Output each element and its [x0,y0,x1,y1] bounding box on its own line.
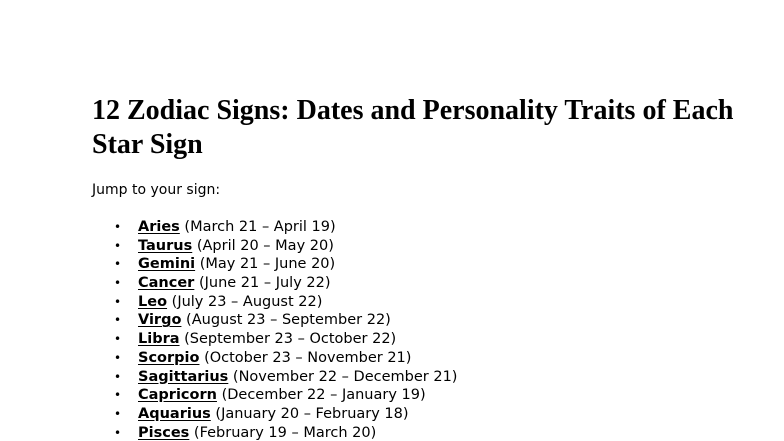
sign-link-scorpio[interactable]: Scorpio [138,349,200,366]
list-item [92,218,457,237]
sign-dates: (May 21 – June 20) [199,256,336,273]
list-item [92,255,457,274]
sign-dates: (August 23 – September 22) [186,312,391,329]
bullet-icon: • [114,369,122,384]
sign-link-aquarius[interactable]: Aquarius [138,405,211,422]
jump-intro: Jump to your sign: [92,182,221,198]
sign-dates: (April 20 – May 20) [196,237,334,254]
list-item [92,424,457,441]
list-item [92,311,457,330]
bullet-icon: • [114,276,122,291]
list-item [92,293,457,312]
sign-dates: (September 23 – October 22) [184,331,397,348]
sign-dates: (November 22 – December 21) [232,368,458,385]
sign-link-capricorn[interactable]: Capricorn [138,387,217,404]
sign-link-sagittarius[interactable]: Sagittarius [138,368,229,385]
bullet-icon: • [114,313,122,328]
sign-link-aries[interactable]: Aries [138,219,180,235]
bullet-icon: • [114,406,122,421]
sign-link-gemini[interactable]: Gemini [138,256,196,273]
bullet-icon: • [114,220,122,234]
list-item [92,330,457,349]
sign-dates: (January 20 – February 18) [215,405,409,422]
bullet-icon: • [114,350,122,365]
sign-link-libra[interactable]: Libra [138,331,180,348]
sign-list [92,218,457,441]
list-item [92,368,457,387]
sign-link-leo[interactable]: Leo [138,293,168,310]
bullet-icon: • [114,294,122,309]
page-title: 12 Zodiac Signs: Dates and Personality Traits of Each Star Sign [92,95,734,160]
list-item [92,237,457,256]
bullet-icon: • [114,332,122,347]
sign-dates: (October 23 – November 21) [204,349,412,366]
list-item [92,386,457,405]
bullet-icon: • [114,238,122,253]
sign-dates: (March 21 – April 19) [184,219,336,235]
sign-dates: (December 22 – January 19) [221,387,426,404]
sign-dates: (July 23 – August 22) [171,293,323,310]
list-item [92,274,457,293]
sign-link-taurus[interactable]: Taurus [138,237,193,254]
bullet-icon: • [114,257,122,272]
list-item [92,405,457,424]
bullet-icon: • [114,388,122,403]
sign-link-virgo[interactable]: Virgo [138,312,182,329]
bullet-icon: • [114,425,122,440]
sign-link-cancer[interactable]: Cancer [138,275,195,292]
sign-link-pisces[interactable]: Pisces [138,424,190,441]
list-item [92,349,457,368]
sign-dates: (February 19 – March 20) [193,424,377,441]
sign-dates: (June 21 – July 22) [198,275,331,292]
